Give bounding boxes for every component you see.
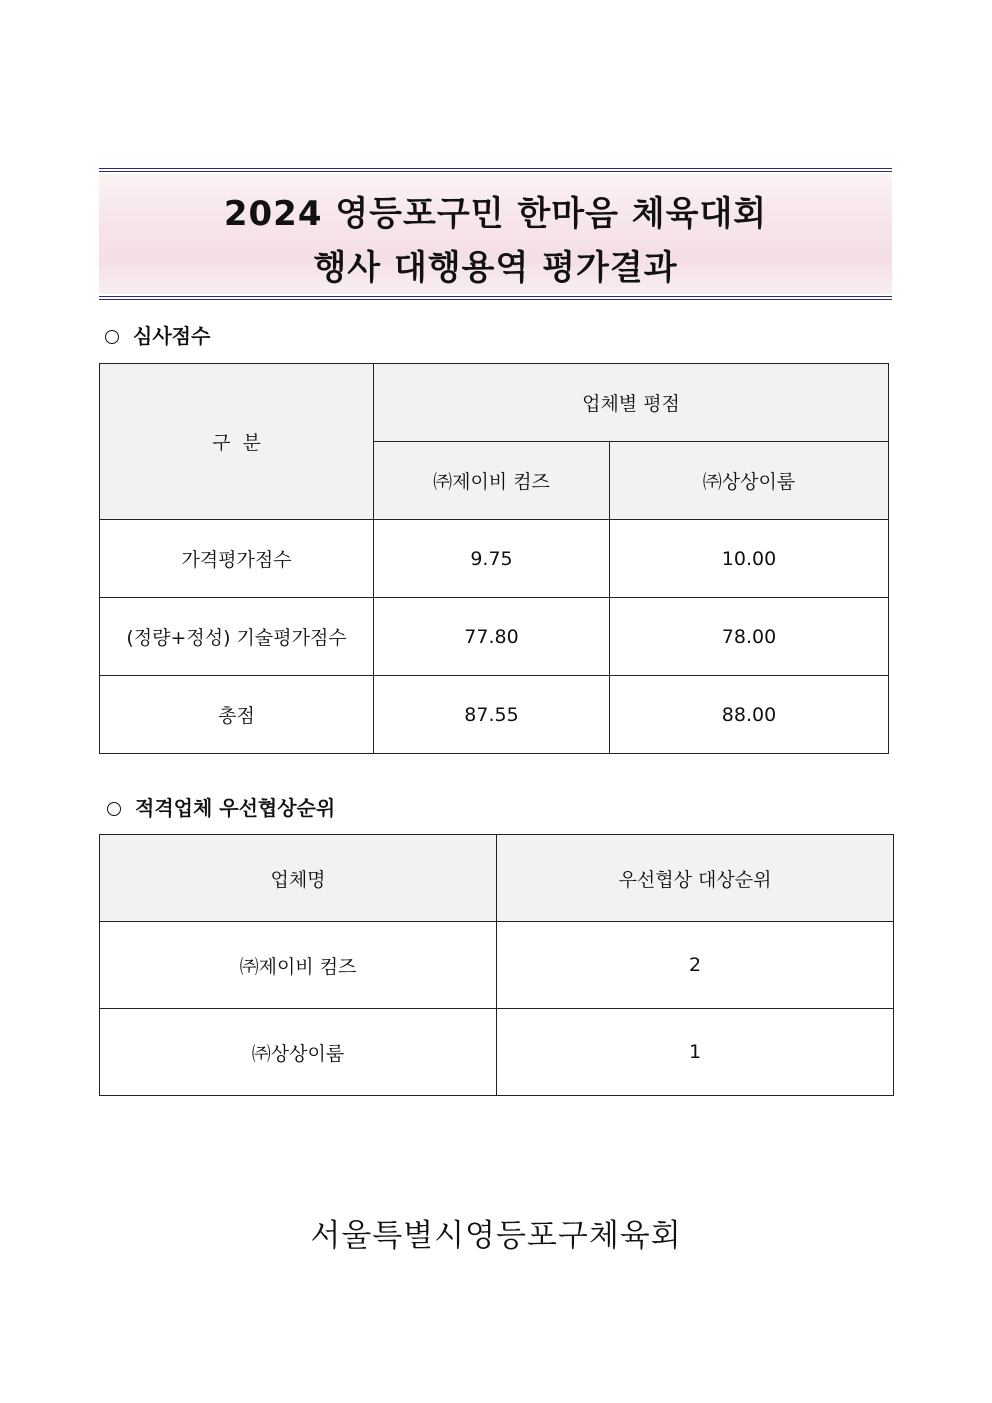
header-category-text: 구 분 <box>212 432 261 454</box>
table-row <box>100 520 889 598</box>
company-cell: ㈜제이비 컴즈 <box>100 922 497 1009</box>
circle-bullet-icon <box>107 802 121 816</box>
scores-heading-text: 심사점수 <box>133 324 211 348</box>
header-company-2: ㈜상상이룸 <box>610 442 889 520</box>
table-row <box>100 1009 894 1096</box>
ranking-table <box>99 834 894 1096</box>
score-cell: 88.00 <box>610 676 889 754</box>
company-cell: ㈜상상이룸 <box>100 1009 497 1096</box>
score-cell: 87.55 <box>374 676 610 754</box>
document-title-line2: 행사 대행용역 평가결과 <box>313 248 678 288</box>
header-rank: 우선협상 대상순위 <box>497 835 894 922</box>
document-title-line1: 2024 영등포구민 한마음 체육대회 <box>223 194 768 234</box>
table-row <box>100 922 894 1009</box>
table-row <box>100 598 889 676</box>
issuing-organization: 서울특별시영등포구체육회 <box>310 1218 682 1254</box>
table-row <box>100 676 889 754</box>
score-cell: 9.75 <box>374 520 610 598</box>
rank-cell: 2 <box>497 922 894 1009</box>
ranking-header-row <box>100 835 894 922</box>
title-top-rule-inner <box>99 171 892 172</box>
title-bottom-rule-inner <box>99 296 892 297</box>
row-label: 총점 <box>100 676 374 754</box>
header-group: 업체별 평점 <box>374 364 889 442</box>
score-cell: 10.00 <box>610 520 889 598</box>
title-bottom-rule <box>99 299 892 300</box>
ranking-heading-text: 적격업체 우선협상순위 <box>135 796 336 820</box>
title-top-rule <box>99 168 892 169</box>
header-category <box>100 364 374 520</box>
row-label: (정량+정성) 기술평가점수 <box>100 598 374 676</box>
score-cell: 78.00 <box>610 598 889 676</box>
row-label: 가격평가점수 <box>100 520 374 598</box>
header-company-1: ㈜제이비 컴즈 <box>374 442 610 520</box>
rank-cell: 1 <box>497 1009 894 1096</box>
circle-bullet-icon <box>105 330 119 344</box>
scores-table <box>99 363 889 754</box>
ranking-section-heading <box>107 792 335 821</box>
title-banner <box>99 168 892 300</box>
score-cell: 77.80 <box>374 598 610 676</box>
scores-section-heading <box>105 320 210 349</box>
scores-header-row <box>100 364 889 442</box>
header-company-name: 업체명 <box>100 835 497 922</box>
